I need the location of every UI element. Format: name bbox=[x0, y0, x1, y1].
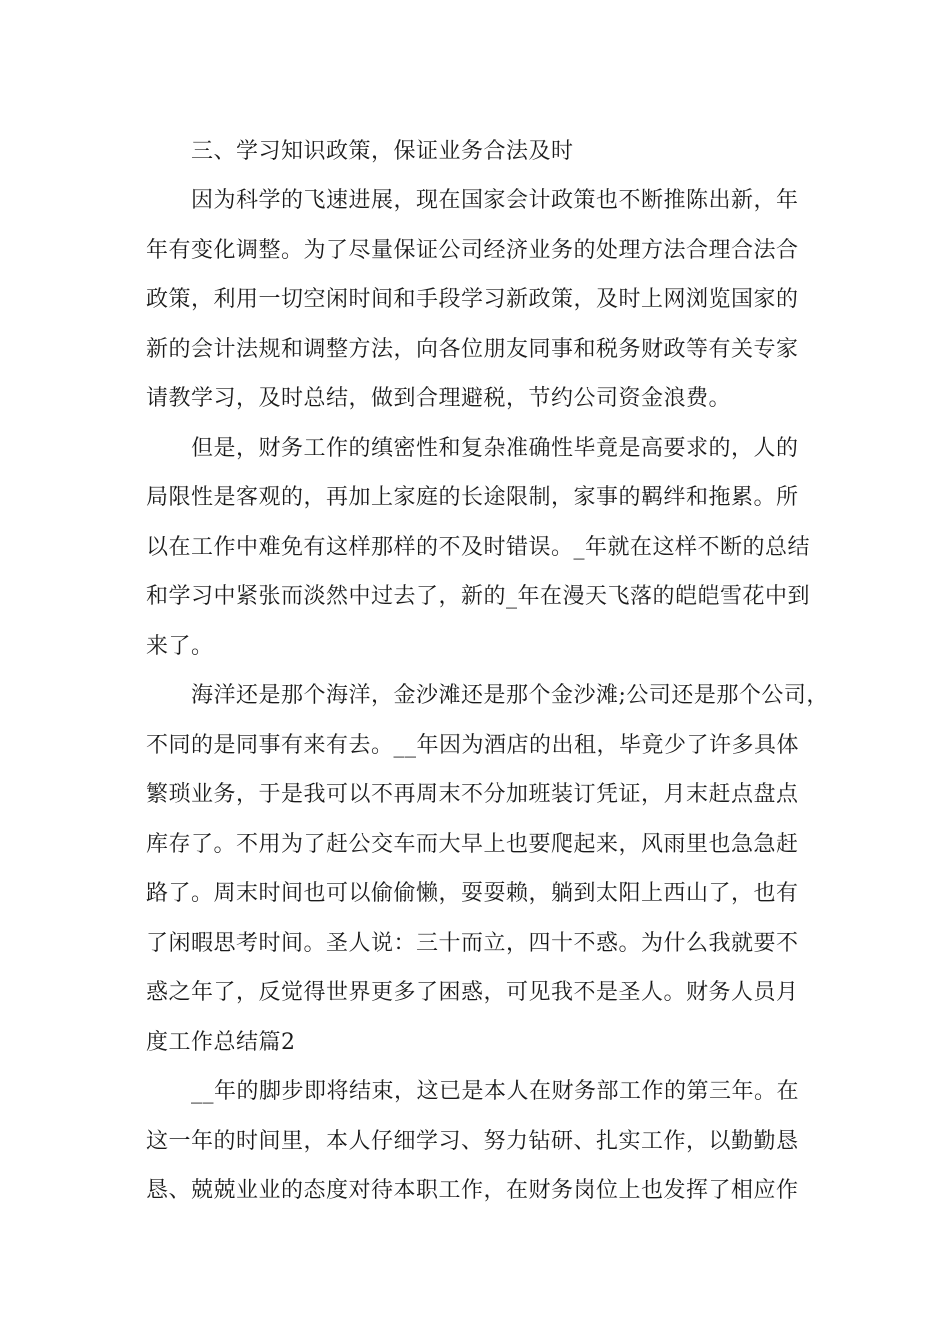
text-line: 因为科学的飞速进展，现在国家会计政策也不断推陈出新，年 bbox=[191, 188, 799, 213]
text-line: 恳、兢兢业业的态度对待本职工作，在财务岗位上也发挥了相应作 bbox=[146, 1178, 799, 1203]
text-line: 度工作总结篇2 bbox=[146, 1030, 296, 1055]
text-line: 政策，利用一切空闲时间和手段学习新政策，及时上网浏览国家的 bbox=[146, 287, 799, 312]
text-line: 惑之年了，反觉得世界更多了困惑，可见我不是圣人。财务人员月 bbox=[146, 980, 799, 1005]
text-line: 库存了。不用为了赶公交车而大早上也要爬起来，风雨里也急急赶 bbox=[146, 832, 799, 857]
text-line: 以在工作中难免有这样那样的不及时错误。_年就在这样不断的总结 bbox=[146, 535, 811, 560]
text-line: 和学习中紧张而淡然中过去了，新的_年在漫天飞落的皑皑雪花中到 bbox=[146, 584, 811, 609]
text-line: 来了。 bbox=[146, 634, 214, 659]
text-line: 了闲暇思考时间。圣人说：三十而立，四十不惑。为什么我就要不 bbox=[146, 931, 799, 956]
text-line: 路了。周末时间也可以偷偷懒，耍耍赖，躺到太阳上西山了，也有 bbox=[146, 881, 799, 906]
text-line: 请教学习，及时总结，做到合理避税，节约公司资金浪费。 bbox=[146, 386, 732, 411]
text-line: 繁琐业务，于是我可以不再周末不分加班装订凭证，月末赶点盘点 bbox=[146, 782, 799, 807]
text-line: 不同的是同事有来有去。__年因为酒店的出租，毕竟少了许多具体 bbox=[146, 733, 800, 758]
text-line: 海洋还是那个海洋，金沙滩还是那个金沙滩;公司还是那个公司， bbox=[191, 683, 829, 708]
text-line: 新的会计法规和调整方法，向各位朋友同事和税务财政等有关专家 bbox=[146, 337, 799, 362]
text-line: __年的脚步即将结束，这已是本人在财务部工作的第三年。在 bbox=[191, 1079, 800, 1104]
text-line: 但是，财务工作的缜密性和复杂准确性毕竟是高要求的，人的 bbox=[191, 436, 799, 461]
text-line: 这一年的时间里，本人仔细学习、努力钻研、扎实工作，以勤勤恳 bbox=[146, 1129, 799, 1154]
text-line: 局限性是客观的，再加上家庭的长途限制，家事的羁绊和拖累。所 bbox=[146, 485, 799, 510]
text-line: 年有变化调整。为了尽量保证公司经济业务的处理方法合理合法合 bbox=[146, 238, 799, 263]
section-heading: 三、学习知识政策，保证业务合法及时 bbox=[191, 139, 574, 164]
